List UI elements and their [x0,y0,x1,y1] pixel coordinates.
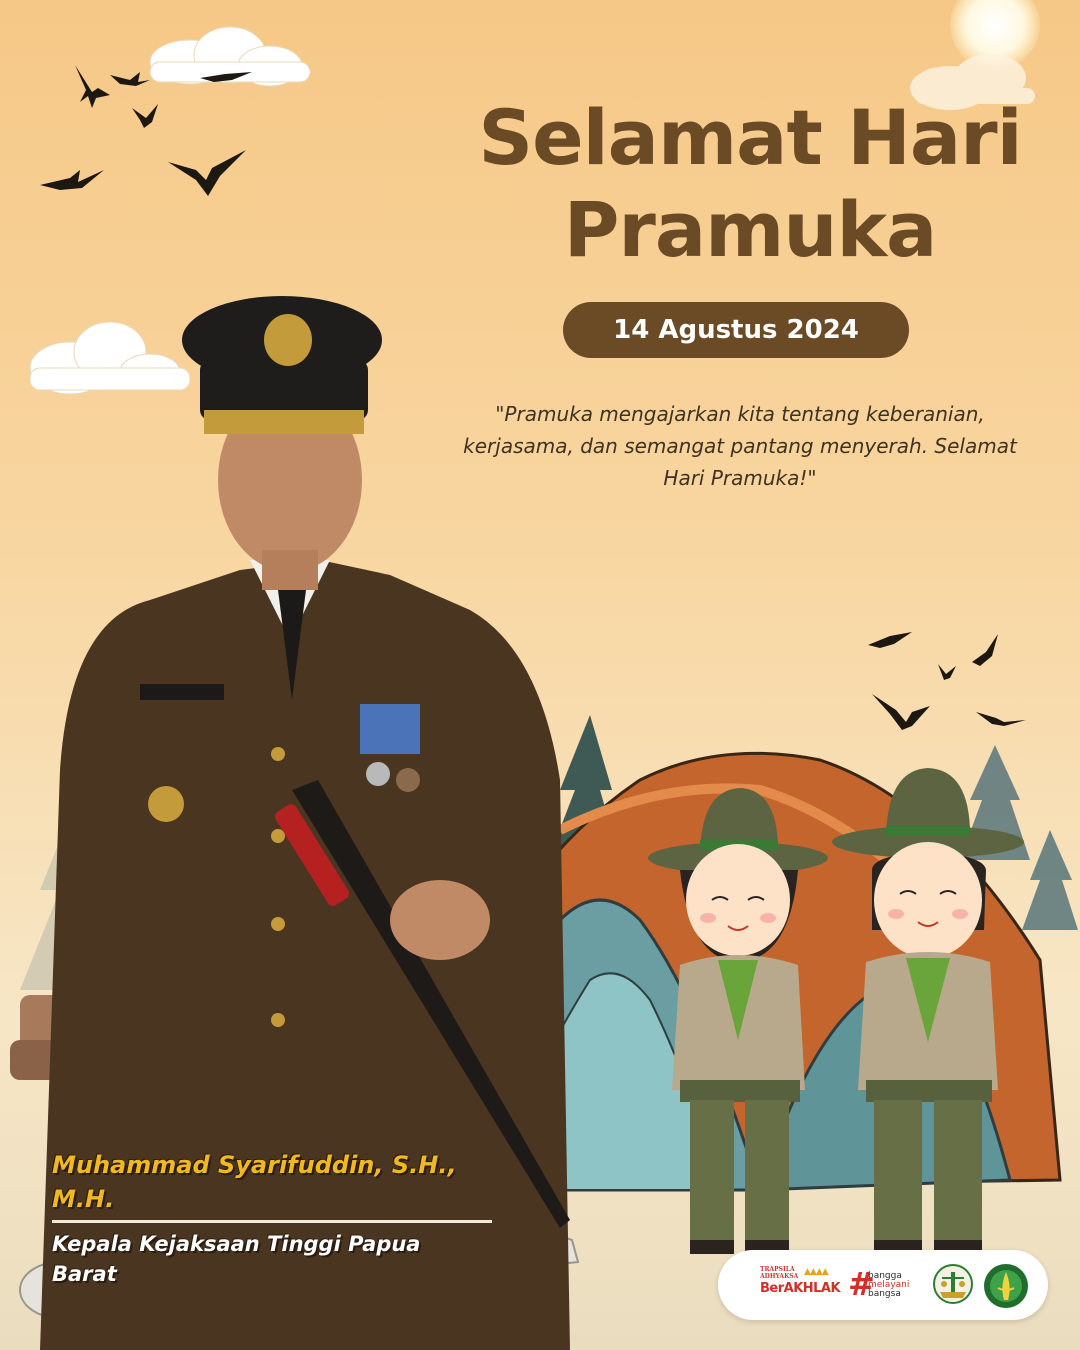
person-name: Muhammad Syarifuddin, S.H., M.H. [52,1151,457,1213]
date-badge: 14 Agustus 2024 [563,302,909,358]
hash-logo: # [848,1265,875,1303]
person-title: Kepala Kejaksaan Tinggi Papua Barat [52,1232,421,1286]
cloud-icon [30,322,190,394]
page-title [430,92,1070,276]
divider [52,1220,492,1223]
caption-block [52,1148,492,1289]
title-line-2: Pramuka [563,185,937,274]
quote-text: "Pramuka mengajarkan kita tentang keberanian, kerjasama, dan semangat pantang menyerah. Selamat Hari Pramuka!" [463,402,1017,490]
title-line-1: Selamat Hari [478,93,1022,182]
bird-icon [40,65,252,196]
pramuka-emblem-icon [982,1262,1030,1310]
trapsila-subtitle: TRAPSILA ADHYAKSA [760,1266,799,1280]
logo-bar [718,1250,1048,1320]
berakhlak-logo: BerAKHLAK [760,1281,841,1296]
kejaksaan-emblem-icon [930,1262,976,1308]
bangga-melayani-bangsa-logo: bangga melayani bangsa [868,1271,910,1299]
trapsila-stars: ▲▲▲▲ [804,1267,828,1277]
bird-icon [868,632,1026,730]
